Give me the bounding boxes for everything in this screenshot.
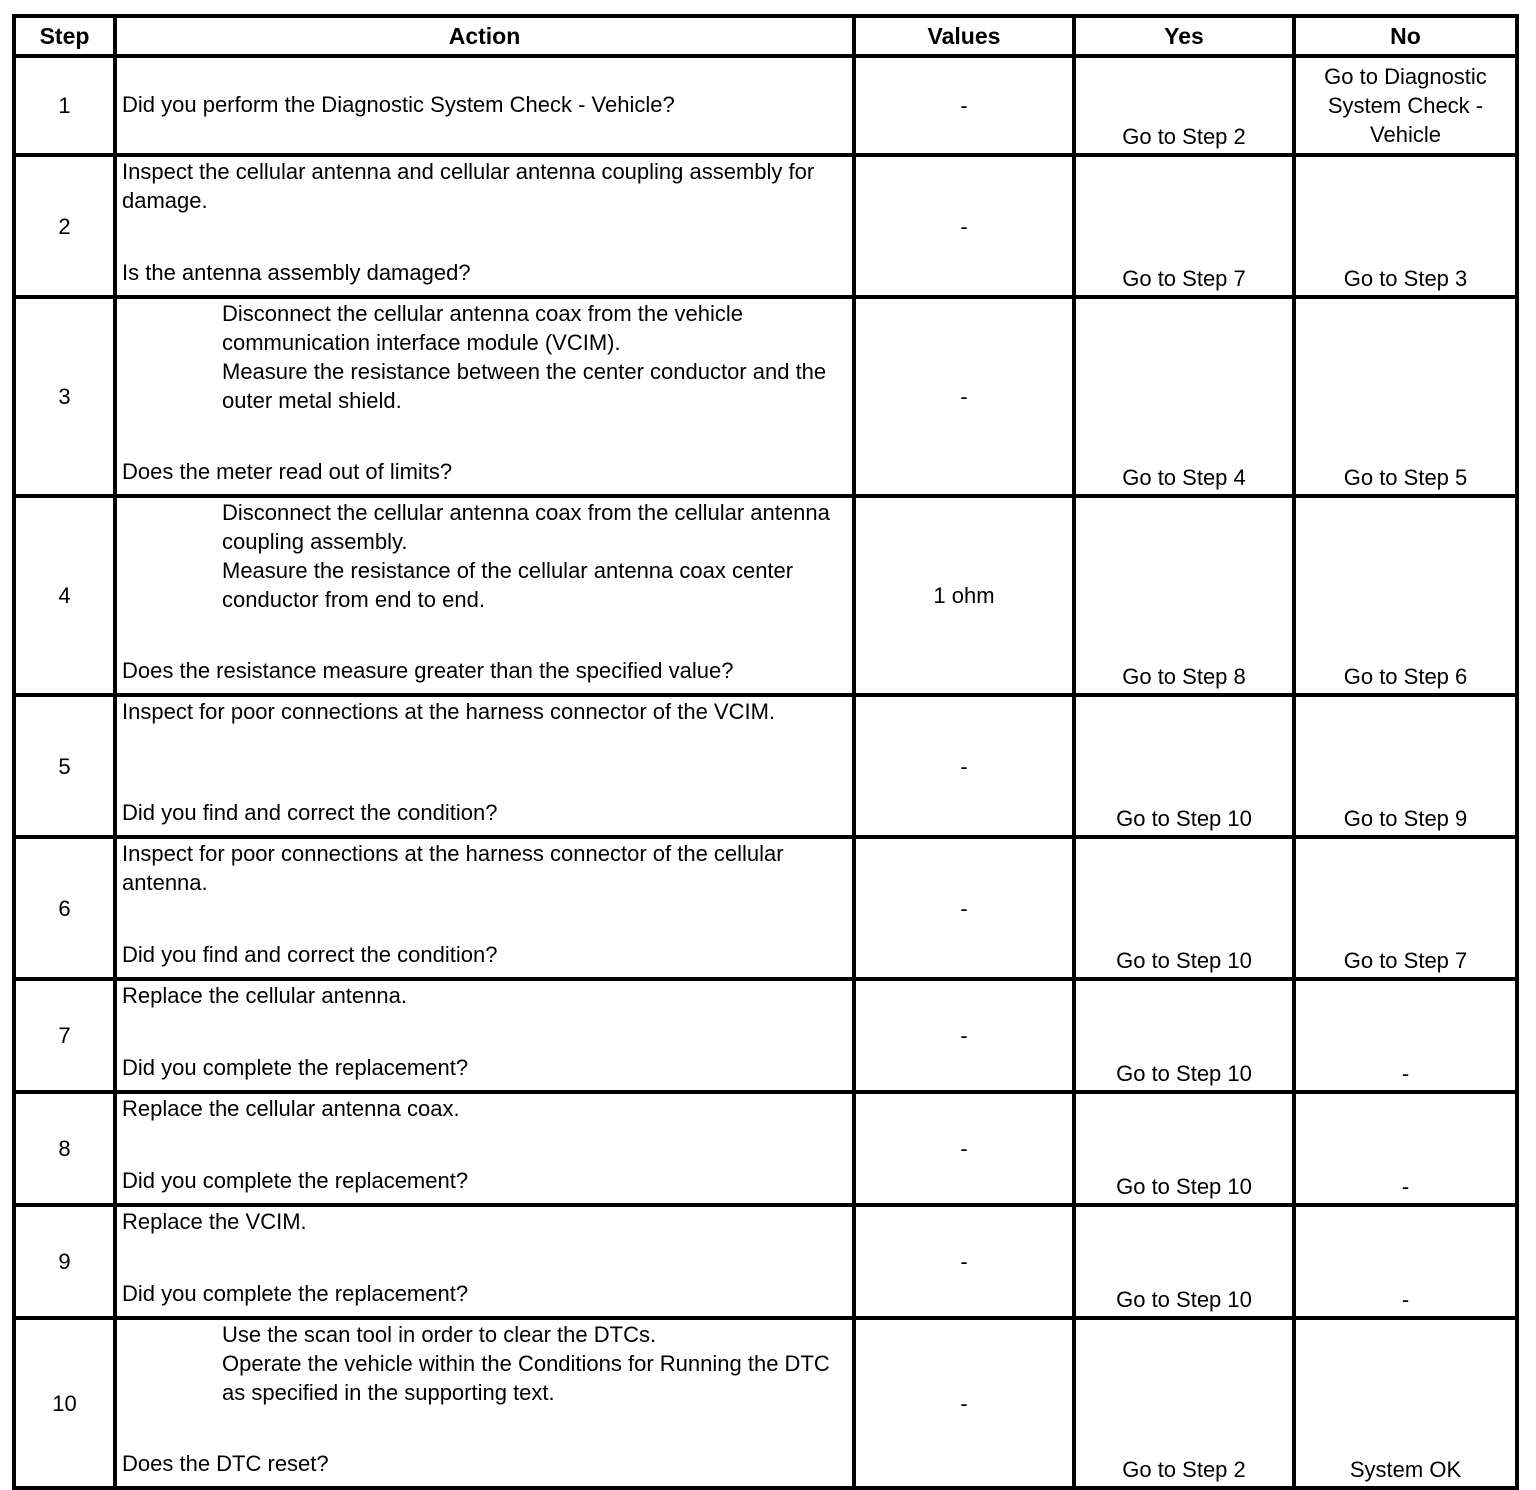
value-cell: - — [854, 56, 1074, 155]
action-cell — [115, 56, 854, 155]
action-question: Did you perform the Diagnostic System Check - Vehicle? — [122, 92, 675, 117]
header-yes: Yes — [1074, 16, 1294, 56]
table-row — [14, 837, 1517, 979]
table-row — [14, 56, 1517, 155]
step-number: 6 — [14, 837, 115, 979]
yes-cell: Go to Step 10 — [1074, 1092, 1294, 1205]
action-question: Did you complete the replacement? — [122, 1055, 469, 1080]
action-instruction: Use the scan tool in order to clear the DTCs. Operate the vehicle within the Conditions for Running the DTC as specified in the supporting text. — [222, 1322, 830, 1405]
action-cell — [115, 837, 854, 979]
step-number: 8 — [14, 1092, 115, 1205]
step-number: 3 — [14, 297, 115, 496]
action-instruction: Replace the cellular antenna. — [122, 983, 407, 1008]
action-instruction: Replace the cellular antenna coax. — [122, 1096, 460, 1121]
action-question: Does the meter read out of limits? — [122, 459, 453, 484]
step-number: 10 — [14, 1318, 115, 1488]
step-number: 5 — [14, 695, 115, 837]
no-cell: - — [1294, 979, 1517, 1092]
table-row — [14, 297, 1517, 496]
step-number: 9 — [14, 1205, 115, 1318]
step-number: 4 — [14, 496, 115, 695]
action-cell — [115, 297, 854, 496]
yes-cell: Go to Step 2 — [1074, 1318, 1294, 1488]
no-cell: Go to Step 6 — [1294, 496, 1517, 695]
action-cell — [115, 695, 854, 837]
action-question: Is the antenna assembly damaged? — [122, 260, 471, 285]
value-cell: - — [854, 1318, 1074, 1488]
action-instruction: Disconnect the cellular antenna coax from the cellular antenna coupling assembly. Measure the resistance of the cellular antenna coax center conductor from end to end. — [222, 500, 830, 612]
step-number: 1 — [14, 56, 115, 155]
action-cell — [115, 1205, 854, 1318]
action-instruction: Disconnect the cellular antenna coax from the vehicle communication interface module (VCIM). Measure the resistance between the center conductor and the outer metal shield. — [222, 301, 827, 413]
table-row — [14, 1205, 1517, 1318]
yes-cell: Go to Step 10 — [1074, 979, 1294, 1092]
header-row — [14, 16, 1517, 56]
action-question: Did you find and correct the condition? — [122, 800, 498, 825]
yes-cell: Go to Step 7 — [1074, 155, 1294, 297]
action-question: Did you find and correct the condition? — [122, 942, 498, 967]
step-number: 7 — [14, 979, 115, 1092]
value-cell: - — [854, 1205, 1074, 1318]
action-question: Did you complete the replacement? — [122, 1281, 469, 1306]
diagnostic-table — [12, 14, 1519, 1490]
value-cell: - — [854, 837, 1074, 979]
no-cell: - — [1294, 1092, 1517, 1205]
header-action: Action — [115, 16, 854, 56]
table-row — [14, 695, 1517, 837]
no-cell: Go to Step 9 — [1294, 695, 1517, 837]
value-cell: - — [854, 1092, 1074, 1205]
yes-cell: Go to Step 8 — [1074, 496, 1294, 695]
action-question: Did you complete the replacement? — [122, 1168, 469, 1193]
no-cell: Go to Step 7 — [1294, 837, 1517, 979]
action-instruction: Replace the VCIM. — [122, 1209, 307, 1234]
action-instruction: Inspect the cellular antenna and cellular antenna coupling assembly for damage. — [122, 159, 815, 213]
value-cell: 1 ohm — [854, 496, 1074, 695]
value-cell: - — [854, 695, 1074, 837]
action-question: Does the resistance measure greater than the specified value? — [122, 658, 734, 683]
table-row — [14, 155, 1517, 297]
action-cell — [115, 496, 854, 695]
action-cell — [115, 1092, 854, 1205]
yes-cell: Go to Step 4 — [1074, 297, 1294, 496]
value-cell: - — [854, 155, 1074, 297]
table-row — [14, 496, 1517, 695]
action-cell — [115, 979, 854, 1092]
action-cell — [115, 1318, 854, 1488]
action-cell — [115, 155, 854, 297]
action-instruction: Inspect for poor connections at the harness connector of the cellular antenna. — [122, 841, 784, 895]
value-cell: - — [854, 297, 1074, 496]
step-number: 2 — [14, 155, 115, 297]
header-no: No — [1294, 16, 1517, 56]
no-cell: System OK — [1294, 1318, 1517, 1488]
yes-cell: Go to Step 10 — [1074, 695, 1294, 837]
yes-cell: Go to Step 10 — [1074, 837, 1294, 979]
table-row — [14, 1092, 1517, 1205]
value-cell: - — [854, 979, 1074, 1092]
no-cell: Go to Step 3 — [1294, 155, 1517, 297]
header-step: Step — [14, 16, 115, 56]
yes-cell: Go to Step 2 — [1074, 56, 1294, 155]
yes-cell: Go to Step 10 — [1074, 1205, 1294, 1318]
table-row — [14, 1318, 1517, 1488]
action-instruction: Inspect for poor connections at the harness connector of the VCIM. — [122, 699, 776, 724]
no-cell: Go to Diagnostic System Check - Vehicle — [1294, 56, 1517, 155]
table-row — [14, 979, 1517, 1092]
header-values: Values — [854, 16, 1074, 56]
no-cell: Go to Step 5 — [1294, 297, 1517, 496]
no-cell: - — [1294, 1205, 1517, 1318]
action-question: Does the DTC reset? — [122, 1451, 329, 1476]
